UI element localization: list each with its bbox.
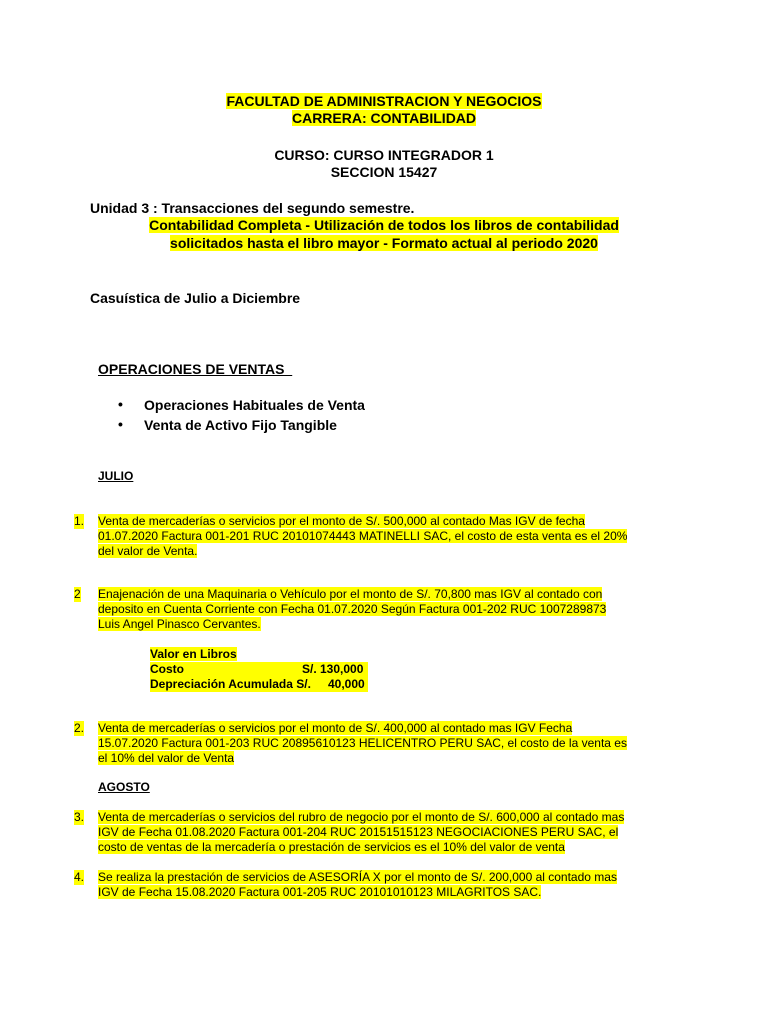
- faculty-title: FACULTAD DE ADMINISTRACION Y NEGOCIOS: [226, 93, 542, 109]
- career-title: CARRERA: CONTABILIDAD: [291, 110, 477, 126]
- book-value-title: Valor en Libros: [150, 647, 237, 661]
- julio-item-3: 2. Venta de mercaderías o servicios por el monto de S/. 400,000 al contado mas IGV Fecha 15.07.2020 Factura 001-203 RUC 20895610123 HELICENTRO PERU SAC, el costo de la venta es el 10% del valor de Venta: [74, 721, 627, 765]
- bullet-dot-2: •: [118, 416, 123, 432]
- unit-subtitle-line2: solicitados hasta el libro mayor - Formato actual al periodo 2020: [170, 235, 598, 251]
- unit-subtitle-line1: Contabilidad Completa - Utilización de todos los libros de contabilidad: [149, 217, 619, 233]
- bullet-item-2: Venta de Activo Fijo Tangible: [144, 417, 337, 433]
- bullet-item-1: Operaciones Habituales de Venta: [144, 397, 365, 413]
- section-title: SECCION 15427: [330, 164, 438, 180]
- agosto-item-4: 4. Se realiza la prestación de servicios de ASESORÍA X por el monto de S/. 200,000 al contado mas IGV de Fecha 15.08.2020 Factura 001-205 RUC 20101010123 MILAGRITOS SAC.: [74, 870, 617, 899]
- agosto-heading: AGOSTO: [98, 780, 150, 794]
- agosto-item-3: 3. Venta de mercaderías o servicios del rubro de negocio por el monto de S/. 600,000 al contado mas IGV de Fecha 01.08.2020 Factura 001-204 RUC 20151515123 NEGOCIACIONES PERU SAC, el costo de ventas de la mercadería o prestación de servicios es el 10% del valor de venta: [74, 810, 625, 854]
- operaciones-heading: OPERACIONES DE VENTAS: [98, 361, 293, 377]
- book-value-costo: Costo S/. 130,000: [150, 662, 368, 677]
- casuistica-title: Casuística de Julio a Diciembre: [90, 290, 301, 306]
- book-value-depreciacion: Depreciación Acumulada S/. 40,000: [150, 677, 368, 692]
- course-title: CURSO: CURSO INTEGRADOR 1: [274, 147, 494, 163]
- bullet-dot-1: •: [118, 396, 123, 412]
- julio-heading: JULIO: [98, 469, 134, 483]
- unit-title: Unidad 3 : Transacciones del segundo semestre.: [90, 200, 415, 216]
- julio-item-2: 2 Enajenación de una Maquinaria o Vehículo por el monto de S/. 70,800 mas IGV al contado con deposito en Cuenta Corriente con Fecha 01.07.2020 Según Factura 001-202 RUC 1007289873 Luis Angel Pinasco Cervantes.: [74, 587, 607, 631]
- julio-item-1: 1. Venta de mercaderías o servicios por el monto de S/. 500,000 al contado Mas IGV de fecha 01.07.2020 Factura 001-201 RUC 20101074443 MATINELLI SAC, el costo de esta venta es el 20% del valor de Venta.: [74, 514, 628, 558]
